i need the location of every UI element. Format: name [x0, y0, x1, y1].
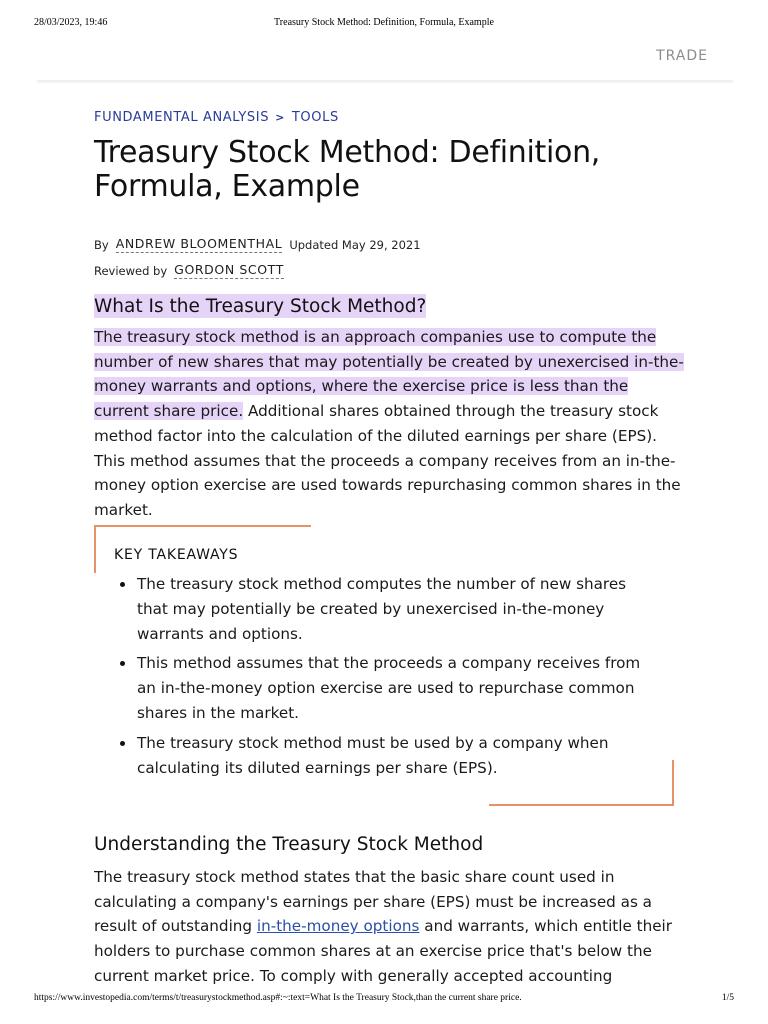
- breadcrumb-tools[interactable]: TOOLS: [291, 110, 339, 125]
- page-title: Treasury Stock Method: Definition, Formula, Example: [94, 135, 601, 204]
- intro-paragraph: [94, 325, 684, 523]
- key-takeaways-list: [114, 572, 654, 785]
- trade-nav-link[interactable]: TRADE: [656, 48, 708, 64]
- in-the-money-options-link[interactable]: in-the-money options: [256, 917, 420, 936]
- by-label: By: [94, 237, 109, 252]
- key-takeaways-border-right: [672, 760, 674, 806]
- reviewer-line: [94, 262, 284, 279]
- chevron-right-icon: >: [275, 111, 285, 124]
- byline: [94, 236, 421, 253]
- highlighted-text: The treasury stock method is an approach companies use to compute the number of new shares that may potentially be created by unexercised in-the-money warrants and options, where the exercise price is less than the current share price.: [94, 328, 684, 421]
- list-item: This method assumes that the proceeds a company receives from an in-the-money option exercise are used to repurchase common shares in the market.: [114, 651, 654, 725]
- reviewer-link[interactable]: GORDON SCOTT: [174, 262, 284, 277]
- author-link[interactable]: ANDREW BLOOMENTHAL: [115, 236, 283, 251]
- key-takeaways-border-bottom: [489, 804, 674, 806]
- breadcrumb-fundamental-analysis[interactable]: FUNDAMENTAL ANALYSIS: [94, 110, 270, 125]
- print-url: https://www.investopedia.com/terms/t/treasurystockmethod.asp#:~:text=What Is the Treasury Stock,than the current share price.: [34, 993, 522, 1003]
- key-takeaways-heading: KEY TAKEAWAYS: [114, 547, 239, 563]
- updated-date: Updated May 29, 2021: [289, 237, 421, 252]
- understanding-text-end: and warrants, which entitle their holders to purchase common shares at an exercise price that's below the current market price. To comply with generally accepted accounting: [94, 917, 673, 985]
- print-datetime: 28/03/2023, 19:46: [34, 17, 108, 28]
- list-item: The treasury stock method must be used by a company when calculating its diluted earnings per share (EPS).: [114, 731, 654, 781]
- intro-paragraph-rest: Additional shares obtained through the treasury stock method factor into the calculation of the diluted earnings per share (EPS). This method assumes that the proceeds a company receives from an in-the-money option exercise are used towards repurchasing common shares in the market.: [94, 402, 681, 519]
- understanding-text-start: The treasury stock method states that the basic share count used in calculating a company's earnings per share (EPS) must be increased as a result of outstanding: [94, 868, 652, 936]
- list-item: The treasury stock method computes the number of new shares that may potentially be created by unexercised in-the-money warrants and options.: [114, 572, 654, 646]
- breadcrumb: [94, 110, 339, 125]
- print-page-number: 1/5: [721, 993, 734, 1003]
- understanding-paragraph: [94, 865, 684, 985]
- key-takeaways-border-left: [94, 525, 96, 573]
- section-heading-understanding: Understanding the Treasury Stock Method: [94, 834, 484, 855]
- header-divider: [37, 80, 733, 83]
- reviewed-by-label: Reviewed by: [94, 263, 168, 278]
- key-takeaways-border-top: [94, 525, 311, 527]
- print-page-title: Treasury Stock Method: Definition, Formula, Example: [274, 17, 494, 28]
- print-footer: [0, 993, 768, 1007]
- print-header: [0, 17, 768, 31]
- section-heading-what-is: What Is the Treasury Stock Method?: [94, 296, 427, 317]
